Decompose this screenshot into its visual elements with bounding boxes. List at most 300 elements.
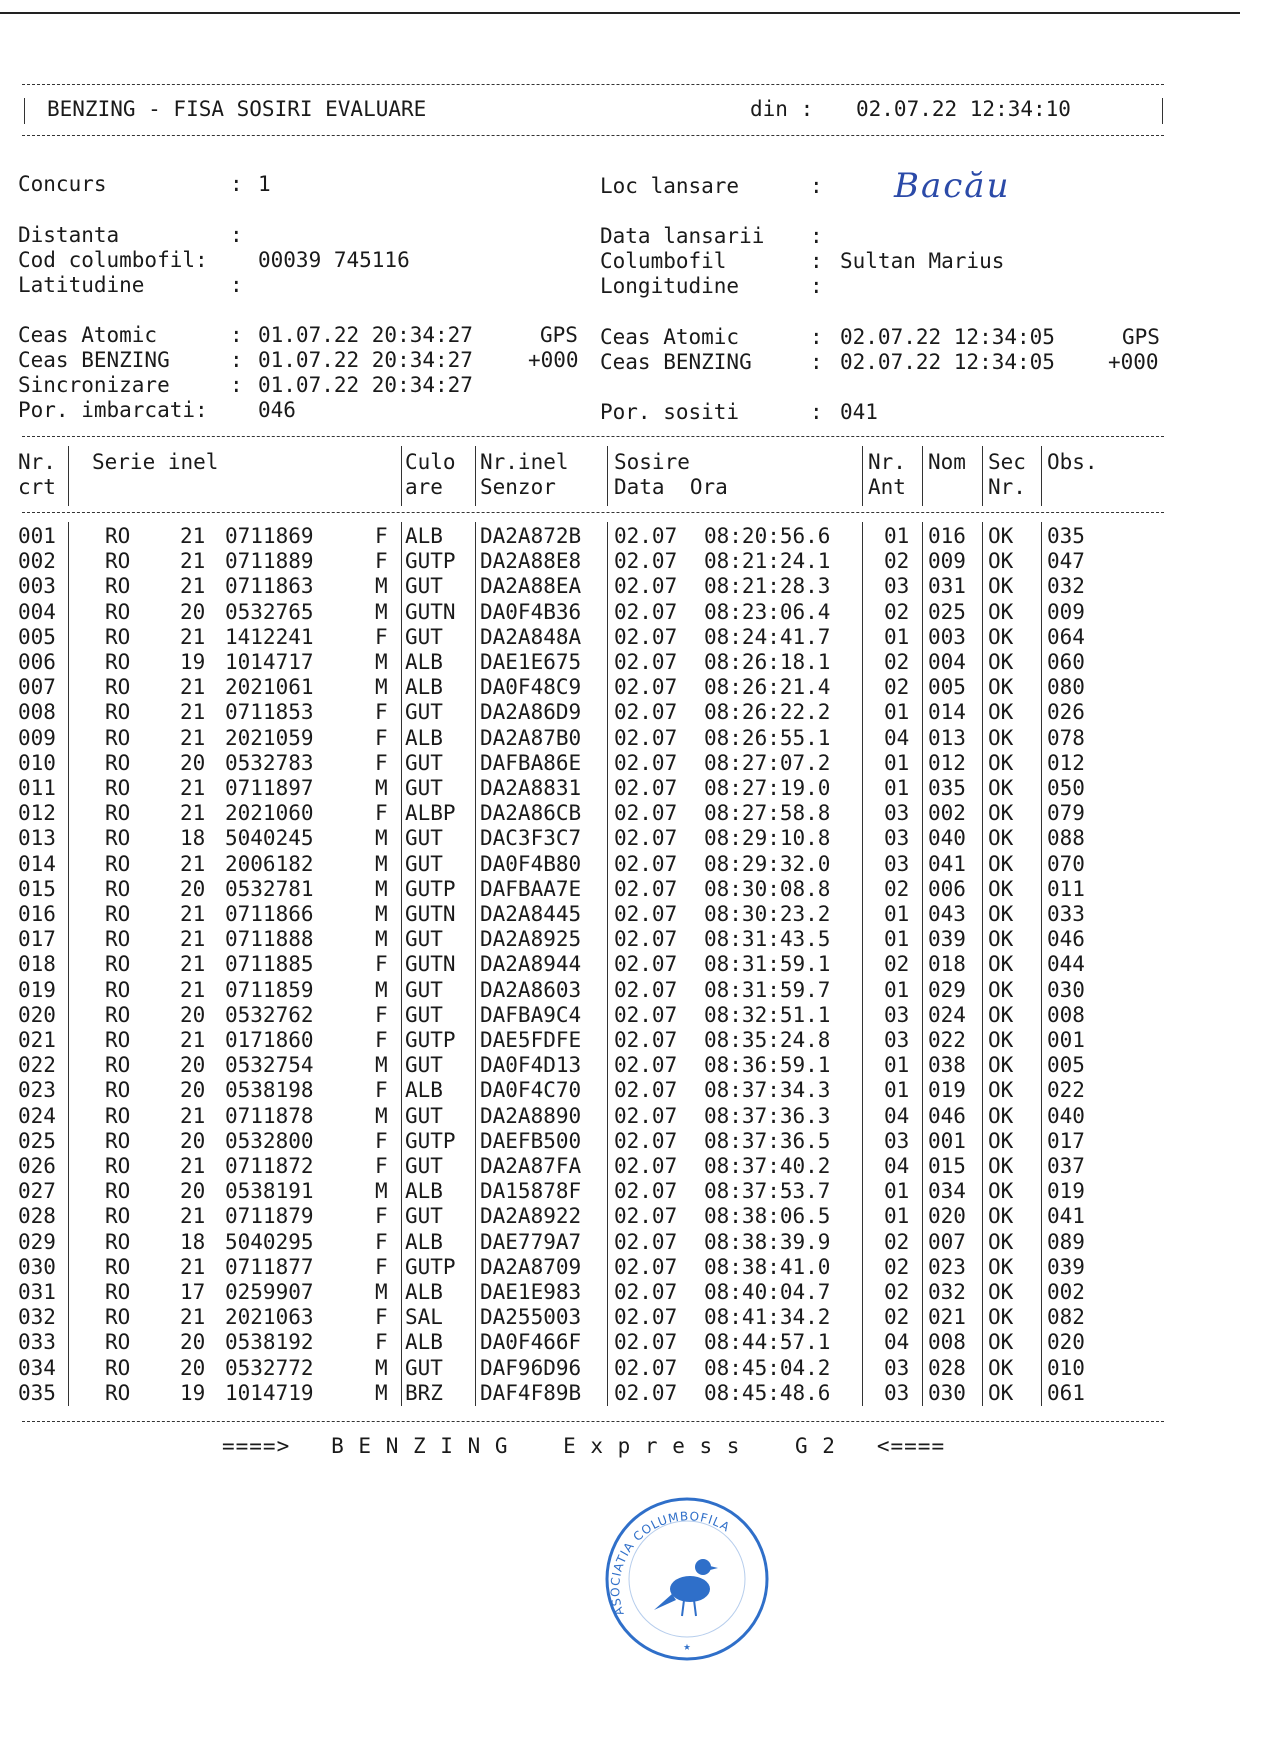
table-row: [0, 1053, 1160, 1078]
cell-color: GUT: [405, 700, 443, 725]
cell-year: 21: [180, 851, 206, 876]
ceas-atomic-suffix-left: GPS: [540, 323, 578, 347]
cell-sensor: DA2A8831: [480, 776, 582, 800]
cell-nr-crt: 031: [18, 1280, 56, 1304]
cell-time: 08:31:59.7: [704, 977, 831, 1002]
cell-nr-ant: 01: [884, 624, 910, 649]
cell-sensor: DA2A8944: [480, 952, 582, 977]
por-sositi-value: 041: [840, 400, 878, 424]
columbofil-label: Columbofil: [600, 249, 727, 273]
columbofil-value: Sultan Marius: [840, 249, 1005, 273]
cell-obs: 070: [1047, 851, 1085, 876]
cell-nom: 032: [928, 1280, 966, 1304]
cell-nom: 007: [928, 1229, 966, 1254]
cell-sensor: DAE1E983: [480, 1280, 582, 1304]
cell-nr-ant: 01: [884, 902, 910, 926]
cell-nr-ant: 01: [884, 977, 910, 1002]
cell-ring: 0532772: [225, 1355, 314, 1380]
cell-time: 08:36:59.1: [704, 1053, 831, 1078]
cell-color: ALB: [405, 524, 443, 548]
cell-color: GUTN: [405, 599, 456, 624]
cell-sex: F: [375, 750, 388, 775]
cell-nr-crt: 029: [18, 1229, 56, 1254]
cell-nr-crt: 035: [18, 1380, 56, 1405]
table-row: [0, 927, 1160, 952]
cell-nr-ant: 02: [884, 1280, 910, 1304]
cell-date: 02.07: [614, 750, 678, 775]
table-row: [0, 675, 1160, 700]
ceas-benzing-suffix-right: +000: [1108, 350, 1159, 374]
cell-country: RO: [105, 675, 131, 700]
table-row: [0, 1230, 1160, 1255]
cell-year: 20: [180, 1002, 206, 1027]
cell-country: RO: [105, 1229, 131, 1254]
cell-time: 08:31:43.5: [704, 927, 831, 952]
cell-country: RO: [105, 1028, 131, 1052]
cell-nr-crt: 027: [18, 1179, 56, 1204]
cell-color: ALB: [405, 725, 443, 750]
cell-time: 08:44:57.1: [704, 1330, 831, 1355]
cell-obs: 079: [1047, 801, 1085, 826]
cell-sex: M: [375, 650, 388, 674]
cell-nr-crt: 020: [18, 1002, 56, 1027]
cell-nr-crt: 008: [18, 700, 56, 725]
cell-sec: OK: [988, 1280, 1014, 1304]
cell-country: RO: [105, 1053, 131, 1078]
cell-obs: 017: [1047, 1128, 1085, 1153]
cell-nr-ant: 02: [884, 599, 910, 624]
ceas-atomic-value-right: 02.07.22 12:34:05: [840, 325, 1055, 349]
cell-sex: M: [375, 876, 388, 901]
cell-nr-crt: 025: [18, 1128, 56, 1153]
cod-label: Cod columbofil:: [18, 248, 208, 272]
cell-year: 21: [180, 624, 206, 649]
loc-lansare-label: Loc lansare: [600, 174, 740, 198]
cell-ring: 0171860: [225, 1028, 314, 1052]
cell-nom: 029: [928, 977, 966, 1002]
cell-year: 18: [180, 826, 206, 851]
cell-nom: 041: [928, 851, 966, 876]
cell-nr-ant: 02: [884, 549, 910, 574]
cell-sensor: DA2A86D9: [480, 700, 582, 725]
cell-sex: F: [375, 952, 388, 977]
cell-country: RO: [105, 1204, 131, 1229]
cell-sensor: DA2A88E8: [480, 549, 582, 574]
col-sec-line1: Sec: [988, 450, 1026, 474]
cell-obs: 080: [1047, 675, 1085, 700]
cell-nr-ant: 03: [884, 574, 910, 599]
cell-date: 02.07: [614, 1380, 678, 1405]
cell-time: 08:37:36.5: [704, 1128, 831, 1153]
cell-ring: 0711863: [225, 574, 314, 599]
cell-sensor: DA2A872B: [480, 524, 582, 548]
cell-year: 21: [180, 977, 206, 1002]
cell-nr-crt: 011: [18, 776, 56, 800]
stamp-text: ASOCIATIA COLUMBOFILA: [608, 1509, 733, 1618]
table-row: [0, 978, 1160, 1003]
cell-sec: OK: [988, 1330, 1014, 1355]
table-row: [0, 1280, 1160, 1305]
cell-nr-ant: 03: [884, 1002, 910, 1027]
column-rule: [922, 446, 923, 506]
colon: :: [810, 174, 823, 198]
cell-date: 02.07: [614, 1128, 678, 1153]
cell-date: 02.07: [614, 902, 678, 926]
cell-date: 02.07: [614, 876, 678, 901]
cell-country: RO: [105, 1128, 131, 1153]
table-row: [0, 1255, 1160, 1280]
table-header-rule: [22, 512, 1164, 513]
cell-color: GUT: [405, 624, 443, 649]
cell-color: GUTP: [405, 1254, 456, 1279]
col-sosire-line2: Data Ora: [614, 475, 728, 499]
cell-sensor: DA2A8445: [480, 902, 582, 926]
cell-nom: 022: [928, 1028, 966, 1052]
cell-nr-ant: 03: [884, 801, 910, 826]
cell-color: GUT: [405, 927, 443, 952]
col-nrinel-line1: Nr.inel: [480, 450, 569, 474]
cell-year: 21: [180, 776, 206, 800]
cell-sex: M: [375, 1179, 388, 1204]
cell-sex: F: [375, 1305, 388, 1330]
table-row: [0, 1003, 1160, 1028]
cell-color: ALB: [405, 675, 443, 700]
cod-value: 00039 745116: [258, 248, 410, 272]
col-serie-inel: Serie inel: [92, 450, 219, 474]
cell-sensor: DA0F48C9: [480, 675, 582, 700]
cell-country: RO: [105, 902, 131, 926]
cell-date: 02.07: [614, 725, 678, 750]
cell-color: GUT: [405, 1002, 443, 1027]
cell-sensor: DA0F466F: [480, 1330, 582, 1355]
cell-sensor: DA15878F: [480, 1179, 582, 1204]
cell-color: GUTP: [405, 1028, 456, 1052]
cell-sec: OK: [988, 1154, 1014, 1178]
ceas-atomic-value-left: 01.07.22 20:34:27: [258, 323, 473, 347]
cell-obs: 032: [1047, 574, 1085, 599]
ceas-benzing-value-left: 01.07.22 20:34:27: [258, 348, 473, 372]
cell-obs: 002: [1047, 1280, 1085, 1304]
ceas-atomic-label-left: Ceas Atomic: [18, 323, 158, 347]
column-rule: [982, 446, 983, 506]
cell-date: 02.07: [614, 1305, 678, 1330]
din-label: din :: [750, 97, 814, 121]
cell-date: 02.07: [614, 524, 678, 548]
cell-sec: OK: [988, 977, 1014, 1002]
cell-sec: OK: [988, 1254, 1014, 1279]
cell-country: RO: [105, 1103, 131, 1128]
cell-ring: 2021059: [225, 725, 314, 750]
cell-nom: 043: [928, 902, 966, 926]
footer-benzing-express: ====> B E N Z I N G E x p r e s s G 2 <====: [222, 1434, 946, 1458]
cell-time: 08:38:06.5: [704, 1204, 831, 1229]
col-nrinel-line2: Senzor: [480, 475, 556, 499]
cell-nr-crt: 018: [18, 952, 56, 977]
cell-nom: 028: [928, 1355, 966, 1380]
cell-nr-ant: 01: [884, 750, 910, 775]
cell-nr-crt: 006: [18, 650, 56, 674]
cell-sex: F: [375, 1330, 388, 1355]
pigeon-icon: [654, 1559, 718, 1616]
cell-color: GUT: [405, 750, 443, 775]
cell-sex: M: [375, 1355, 388, 1380]
cell-time: 08:40:04.7: [704, 1280, 831, 1304]
cell-sec: OK: [988, 1305, 1014, 1330]
table-row: [0, 1154, 1160, 1179]
cell-sex: F: [375, 1002, 388, 1027]
cell-obs: 082: [1047, 1305, 1085, 1330]
table-row: [0, 574, 1160, 599]
col-nrant-line2: Ant: [868, 475, 906, 499]
por-sositi-label: Por. sositi: [600, 400, 740, 424]
cell-nr-ant: 03: [884, 851, 910, 876]
table-row: [0, 650, 1160, 675]
cell-sex: M: [375, 574, 388, 599]
column-rule: [862, 446, 863, 506]
cell-nr-crt: 022: [18, 1053, 56, 1078]
cell-year: 21: [180, 1103, 206, 1128]
colon: :: [810, 249, 823, 273]
table-row: [0, 700, 1160, 725]
cell-ring: 0711879: [225, 1204, 314, 1229]
cell-ring: 0538198: [225, 1078, 314, 1103]
cell-sec: OK: [988, 1103, 1014, 1128]
cell-sex: F: [375, 1128, 388, 1153]
cell-date: 02.07: [614, 927, 678, 952]
association-stamp: [602, 1494, 772, 1664]
table-row: [0, 726, 1160, 751]
cell-nr-ant: 02: [884, 1254, 910, 1279]
star-icon: ★: [683, 1639, 691, 1653]
cell-color: GUT: [405, 851, 443, 876]
cell-sex: M: [375, 902, 388, 926]
cell-date: 02.07: [614, 1053, 678, 1078]
cell-sec: OK: [988, 599, 1014, 624]
table-row: [0, 902, 1160, 927]
cell-sec: OK: [988, 1028, 1014, 1052]
cell-nr-ant: 03: [884, 1128, 910, 1153]
cell-time: 08:37:36.3: [704, 1103, 831, 1128]
cell-time: 08:37:34.3: [704, 1078, 831, 1103]
cell-sex: F: [375, 801, 388, 826]
latitudine-colon: :: [230, 273, 243, 297]
cell-sec: OK: [988, 1380, 1014, 1405]
cell-sec: OK: [988, 1078, 1014, 1103]
cell-nom: 046: [928, 1103, 966, 1128]
cell-nr-crt: 019: [18, 977, 56, 1002]
cell-country: RO: [105, 876, 131, 901]
table-row: [0, 1104, 1160, 1129]
ceas-benzing-suffix-left: +000: [528, 348, 579, 372]
cell-sensor: DA2A87FA: [480, 1154, 582, 1178]
longitudine-label: Longitudine: [600, 274, 740, 298]
top-border-line: [0, 12, 1240, 14]
table-row: [0, 1356, 1160, 1381]
cell-ring: 5040295: [225, 1229, 314, 1254]
cell-country: RO: [105, 624, 131, 649]
cell-sex: M: [375, 1053, 388, 1078]
cell-sensor: DAF96D96: [480, 1355, 582, 1380]
cell-nom: 019: [928, 1078, 966, 1103]
cell-obs: 001: [1047, 1028, 1085, 1052]
cell-sensor: DA2A8603: [480, 977, 582, 1002]
cell-time: 08:37:53.7: [704, 1179, 831, 1204]
cell-nom: 039: [928, 927, 966, 952]
cell-sensor: DA2A8925: [480, 927, 582, 952]
cell-sec: OK: [988, 902, 1014, 926]
cell-ring: 0711866: [225, 902, 314, 926]
cell-nom: 008: [928, 1330, 966, 1355]
cell-obs: 030: [1047, 977, 1085, 1002]
cell-time: 08:37:40.2: [704, 1154, 831, 1178]
cell-color: ALB: [405, 1280, 443, 1304]
concurs-colon: :: [230, 172, 256, 196]
cell-country: RO: [105, 750, 131, 775]
cell-nr-ant: 01: [884, 776, 910, 800]
cell-nr-crt: 004: [18, 599, 56, 624]
cell-date: 02.07: [614, 1254, 678, 1279]
cell-color: GUT: [405, 574, 443, 599]
cell-country: RO: [105, 1078, 131, 1103]
cell-nom: 021: [928, 1305, 966, 1330]
cell-nom: 040: [928, 826, 966, 851]
cell-obs: 026: [1047, 700, 1085, 725]
cell-date: 02.07: [614, 1028, 678, 1052]
cell-sex: F: [375, 1028, 388, 1052]
col-sosire-line1: Sosire: [614, 450, 690, 474]
cell-obs: 061: [1047, 1380, 1085, 1405]
cell-nr-ant: 02: [884, 675, 910, 700]
cell-sensor: DAFBA86E: [480, 750, 582, 775]
concurs-value: 1: [258, 172, 271, 196]
cell-time: 08:30:23.2: [704, 902, 831, 926]
cell-nr-crt: 010: [18, 750, 56, 775]
cell-year: 19: [180, 1380, 206, 1405]
cell-nr-ant: 03: [884, 826, 910, 851]
cell-color: ALB: [405, 1229, 443, 1254]
cell-nr-crt: 009: [18, 725, 56, 750]
cell-sec: OK: [988, 725, 1014, 750]
cell-country: RO: [105, 700, 131, 725]
cell-date: 02.07: [614, 1280, 678, 1304]
table-row: [0, 751, 1160, 776]
cell-sec: OK: [988, 826, 1014, 851]
cell-date: 02.07: [614, 1078, 678, 1103]
cell-time: 08:45:48.6: [704, 1380, 831, 1405]
cell-year: 21: [180, 524, 206, 548]
cell-sec: OK: [988, 1204, 1014, 1229]
table-row: [0, 600, 1160, 625]
cell-sex: F: [375, 549, 388, 574]
cell-year: 21: [180, 675, 206, 700]
table-row: [0, 524, 1160, 549]
cell-date: 02.07: [614, 776, 678, 800]
colon: :: [230, 323, 243, 347]
cell-year: 19: [180, 650, 206, 674]
cell-color: ALB: [405, 650, 443, 674]
col-sec-line2: Nr.: [988, 475, 1026, 499]
cell-sec: OK: [988, 927, 1014, 952]
cell-country: RO: [105, 776, 131, 800]
table-row: [0, 549, 1160, 574]
cell-nom: 009: [928, 549, 966, 574]
column-rule: [475, 446, 476, 506]
cell-obs: 012: [1047, 750, 1085, 775]
cell-ring: 1014717: [225, 650, 314, 674]
col-nrant-line1: Nr.: [868, 450, 906, 474]
cell-ring: 0711877: [225, 1254, 314, 1279]
cell-year: 21: [180, 1254, 206, 1279]
cell-nr-crt: 014: [18, 851, 56, 876]
cell-year: 21: [180, 725, 206, 750]
cell-nr-crt: 026: [18, 1154, 56, 1178]
table-row: [0, 801, 1160, 826]
ceas-atomic-label-right: Ceas Atomic: [600, 325, 740, 349]
column-rule: [68, 446, 69, 506]
cell-nr-crt: 003: [18, 574, 56, 599]
cell-nr-ant: 01: [884, 1053, 910, 1078]
cell-date: 02.07: [614, 1355, 678, 1380]
cell-nr-ant: 03: [884, 1028, 910, 1052]
cell-sec: OK: [988, 1002, 1014, 1027]
cell-nr-crt: 030: [18, 1254, 56, 1279]
cell-nom: 016: [928, 524, 966, 548]
distanta-colon: :: [230, 223, 243, 247]
col-nrcrt-line2: crt: [18, 475, 56, 499]
cell-year: 20: [180, 1355, 206, 1380]
cell-time: 08:45:04.2: [704, 1355, 831, 1380]
cell-ring: 0711878: [225, 1103, 314, 1128]
cell-sex: F: [375, 725, 388, 750]
cell-sec: OK: [988, 1355, 1014, 1380]
cell-date: 02.07: [614, 549, 678, 574]
cell-color: GUT: [405, 1154, 443, 1178]
cell-ring: 0532765: [225, 599, 314, 624]
din-value: 02.07.22 12:34:10: [856, 97, 1071, 121]
cell-ring: 2021061: [225, 675, 314, 700]
cell-nr-crt: 033: [18, 1330, 56, 1355]
cell-date: 02.07: [614, 700, 678, 725]
cell-nr-ant: 02: [884, 1305, 910, 1330]
cell-nr-ant: 01: [884, 927, 910, 952]
cell-sec: OK: [988, 801, 1014, 826]
cell-year: 21: [180, 549, 206, 574]
cell-date: 02.07: [614, 1204, 678, 1229]
table-row: [0, 1129, 1160, 1154]
cell-time: 08:30:08.8: [704, 876, 831, 901]
table-row: [0, 1305, 1160, 1330]
cell-obs: 064: [1047, 624, 1085, 649]
table-row: [0, 1179, 1160, 1204]
cell-sec: OK: [988, 700, 1014, 725]
cell-country: RO: [105, 1280, 131, 1304]
cell-date: 02.07: [614, 1002, 678, 1027]
cell-time: 08:26:22.2: [704, 700, 831, 725]
cell-color: GUT: [405, 1103, 443, 1128]
cell-time: 08:21:28.3: [704, 574, 831, 599]
cell-nr-crt: 013: [18, 826, 56, 851]
cell-time: 08:29:10.8: [704, 826, 831, 851]
column-rule: [1041, 446, 1042, 506]
cell-time: 08:26:18.1: [704, 650, 831, 674]
header-top-rule: [22, 84, 1164, 85]
cell-year: 21: [180, 801, 206, 826]
cell-country: RO: [105, 851, 131, 876]
cell-date: 02.07: [614, 1229, 678, 1254]
cell-country: RO: [105, 977, 131, 1002]
cell-date: 02.07: [614, 1103, 678, 1128]
cell-nom: 018: [928, 952, 966, 977]
